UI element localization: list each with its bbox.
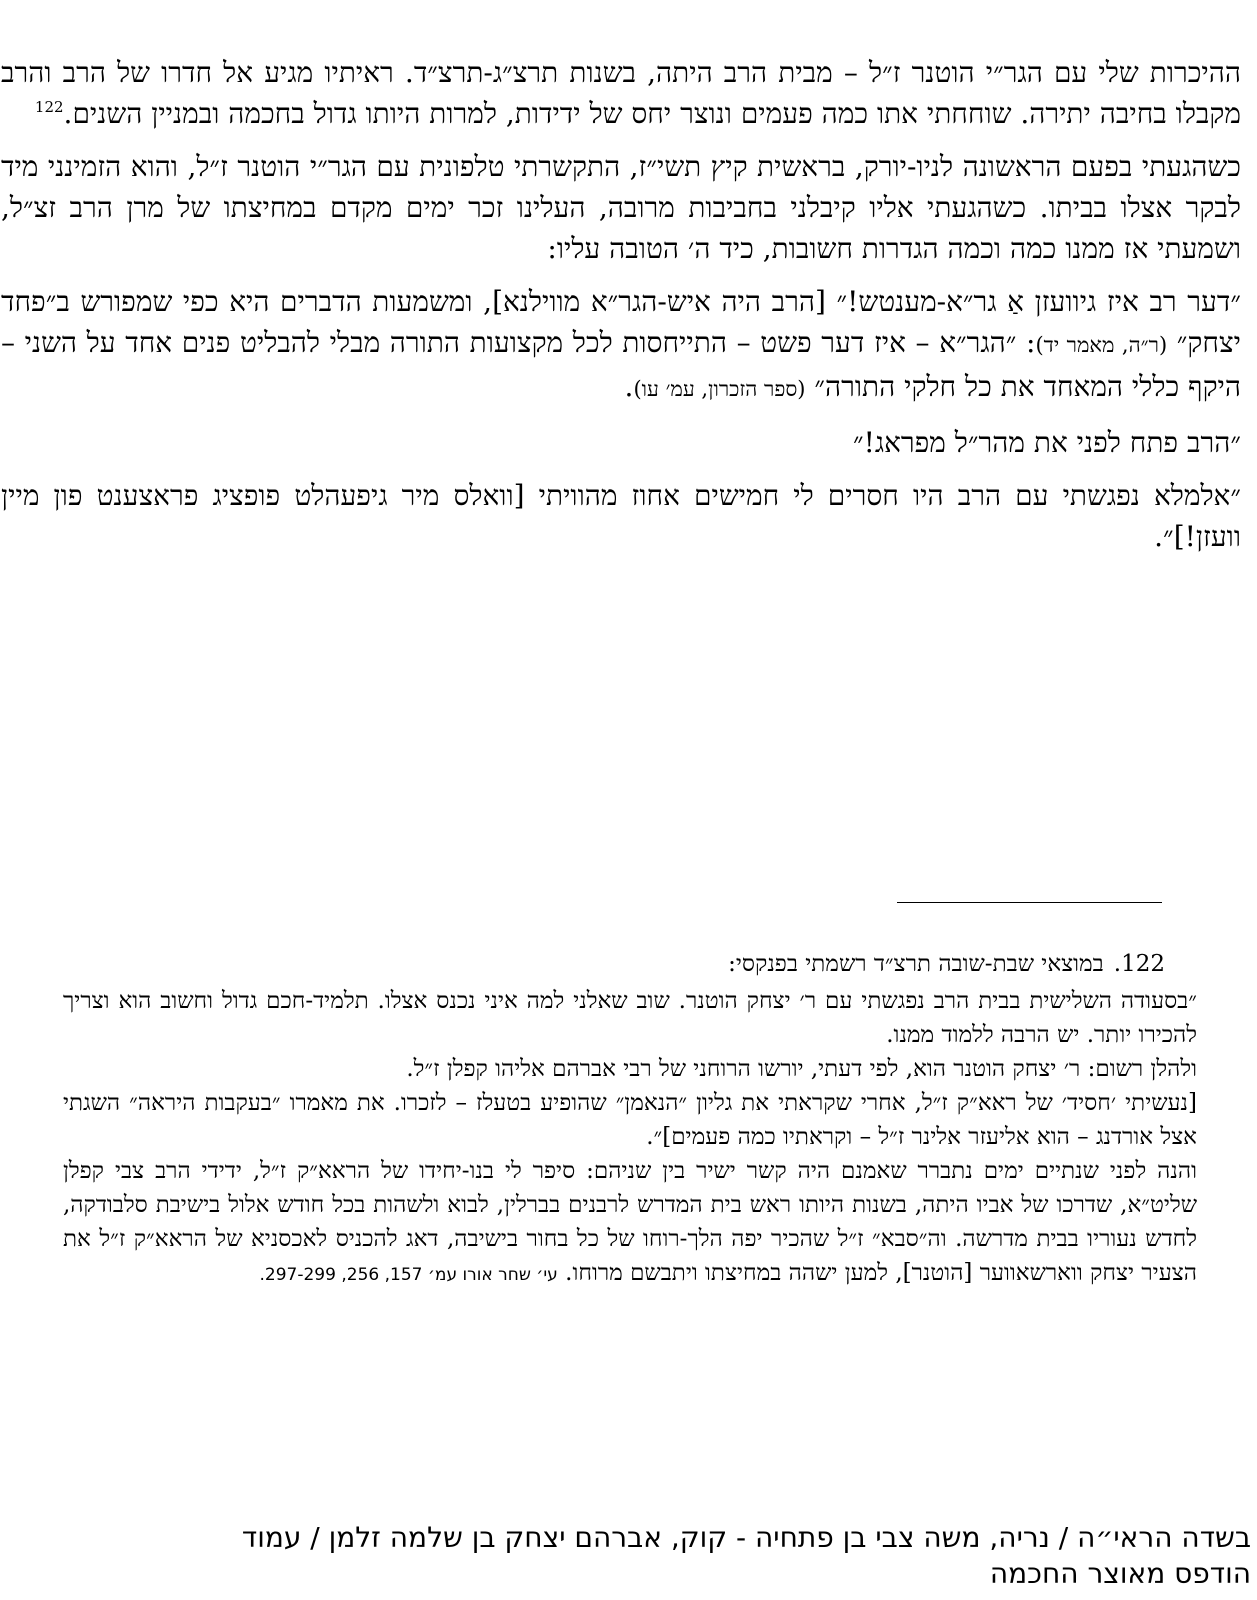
footnote-paragraph-4: [63, 1154, 1197, 1292]
footer-bibliographic-line: בשדה הראי״ה / נריה, משה צבי בן פתחיה - קוק, אברהם יצחק בן שלמה זלמן / עמוד: [241, 1521, 1251, 1554]
paragraph-2-text: כשהגעתי בפעם הראשונה לניו-יורק, בראשית קיץ תשי״ז, התקשרתי טלפונית עם הגר״י הוטנר ז״ל, והוא הזמינני מיד לבקר אצלו בביתו. כשהגעתי אליו קיבלני בחביבות מרובה, העלינו זכר ימים מקדם במחיצתו של מרן הרב זצ״ל, ושמעתי אז ממנו כמה וכמה הגדרות חשובות, כיד ה׳ הטובה עליו:: [1, 150, 1241, 265]
footnote-number: 122.: [1113, 951, 1165, 977]
paragraph-1-text: ההיכרות שלי עם הגר״י הוטנר ז״ל – מבית הרב היתה, בשנות תרצ״ג-תרצ״ד. ראיתיו מגיע אל חדרו של הרב והרב מקבלו בחיבה יתירה. שוחחתי אתו כמה פעמים ונוצר יחס של ידידות, למרות היותו גדול בחכמה ובמניין השנים.: [1, 56, 1241, 130]
footnote-divider: [897, 902, 1162, 903]
footnote-quote-2: ולהלן רשום: ר׳ יצחק הוטנר הוא, לפי דעתי, יורשו הרוחני של רבי אברהם אליהו קפלן ז״ל.: [406, 1056, 1197, 1082]
paragraph-3: [1, 281, 1241, 410]
footnote-source: עי׳ שחר אורו עמ׳ 157, 256, 297-299.: [259, 1265, 558, 1285]
paragraph-4: [1, 422, 1241, 463]
page-footer: [0, 1520, 1251, 1592]
paragraph-1: [1, 52, 1241, 134]
footnote-paragraph-4-text: והנה לפני שנתיים ימים נתברר שאמנם היה קשר ישיר בין שניהם: סיפר לי בנו-יחידו של הראא״ק ז״ל, ידידי הרב צבי קפלן שליט״א, שדרכו של אביו היתה, בשנות היותו ראש בית המדרש לרבנים בברלין, לבוא ולשהות בכל חודש אלול בישיבת סלבודקה, לחדש נעוריו בבית מדרשה. וה״סבא״ ז״ל שהכיר יפה הלך-רוחו של כל בחור בישיבה, דאג להכניס לאכסניא של הראא״ק ז״ל את הצעיר יצחק ווארשאווער [הוטנר], למען ישהה במחיצתו ויתבשם מרוחו.: [63, 1158, 1197, 1286]
paragraph-3-text-a: ״דער רב איז גיוועזן אַ גר״א-מענטש!״ [הרב היה איש-הגר״א מווילנא], ומשמעות הדברים היא כפי שמפורש ב״פחד יצחק״: [1, 285, 1241, 359]
paragraph-5: [1, 475, 1241, 557]
footnote-marker-122[interactable]: 122: [34, 98, 64, 116]
paragraph-3-text-b: : ״הגר״א – איז דער פשט – התייחסות לכל מקצועות התורה מבלי להבליט פנים אחד על השני – היקף כללי המאחד את כל חלקי התורה״: [1, 326, 1241, 403]
footer-printed-from-line: הודפס מאוצר החכמה: [989, 1557, 1251, 1590]
footnote-122-body: [63, 984, 1197, 1292]
footnotes-section: [0, 948, 1197, 1292]
main-text: [1, 52, 1241, 569]
footnote-quote-3: [נעשיתי ׳חסיד׳ של ראא״ק ז״ל, אחרי שקראתי את גליון ״הנאמן״ שהופיע בטעלז – לזכרו. את מאמרו ״בעקבות היראה״ השגתי אצל אורדנג – הוא אליעזר אלינר ז״ל – וקראתיו כמה פעמים]״.: [63, 1090, 1197, 1150]
footnote-intro: במוצאי שבת-שובה תרצ״ד רשמתי בפנקסי:: [728, 951, 1104, 977]
citation-sefer-hazikaron: (ספר הזכרון, עמ׳ עו): [633, 377, 806, 401]
paragraph-5-text: ״אלמלא נפגשתי עם הרב היו חסרים לי חמישים אחוז מהוויתי [וואלס מיר גיפעהלט פופציג פראצענט פון מיין וועזן!]״.: [1, 479, 1241, 553]
paragraph-2: [1, 146, 1241, 269]
footnote-122-heading: [0, 948, 1165, 980]
citation-pachad-yitzchak: (ר״ה, מאמר יד): [1035, 333, 1168, 357]
paragraph-4-text: ״הרב פתח לפני את מהר״ל מפראג!״: [852, 426, 1241, 459]
footnote-quote-1: ״בסעודה השלישית בבית הרב נפגשתי עם ר׳ יצחק הוטנר. שוב שאלני למה איני נכנס אצלו. תלמיד-חכם גדול וחשוב הוא וצריך להכירו יותר. יש הרבה ללמוד ממנו.: [63, 988, 1197, 1048]
paragraph-3-text-c: .: [624, 370, 634, 403]
